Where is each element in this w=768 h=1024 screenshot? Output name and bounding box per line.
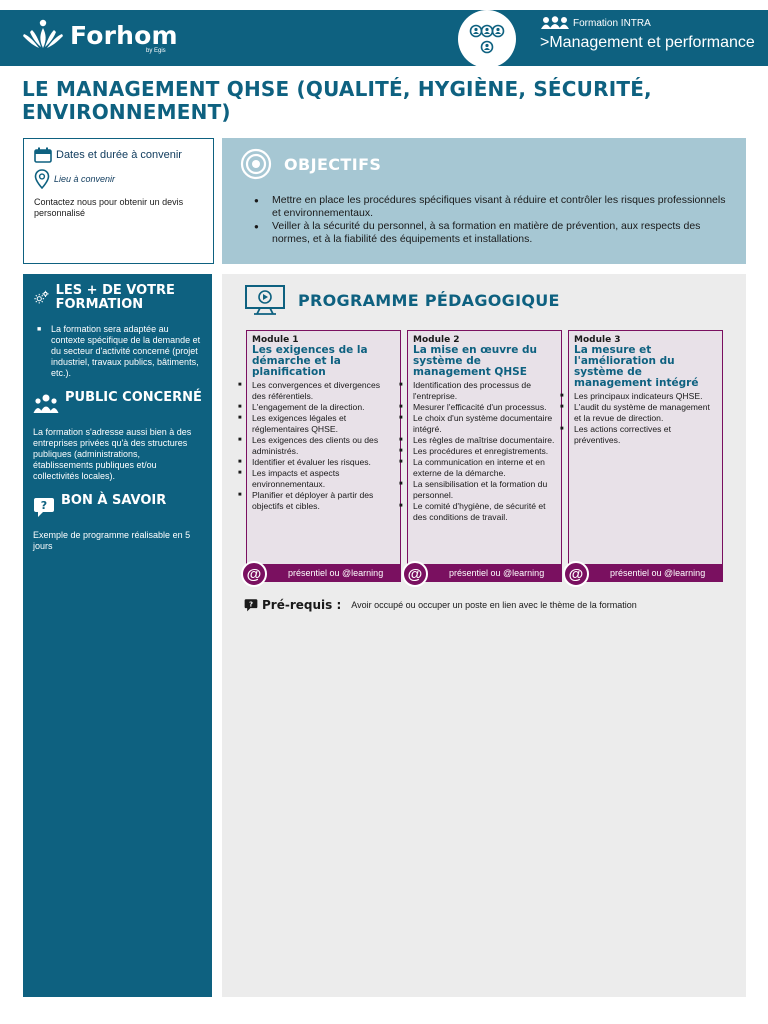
header-bar [0, 10, 768, 66]
module-list [413, 380, 556, 523]
category-label: >Management et performance [540, 34, 755, 51]
objectifs-section [222, 138, 746, 264]
brand-sub: by Egis [146, 48, 166, 54]
info-box [23, 138, 214, 264]
plus-title: LES + DE VOTRE FORMATION [55, 283, 175, 312]
people-icon [540, 16, 570, 30]
target-icon [240, 148, 272, 180]
plus-section [33, 284, 202, 379]
intra-badge [458, 10, 516, 68]
module-title: La mise en œuvre du système de management QHSE [413, 344, 538, 378]
video-screen-icon [244, 284, 286, 316]
prerequisites-label: Pré-requis : [262, 598, 342, 612]
module-item: ■ Les règles de maîtrise documentaire. [413, 435, 556, 446]
contact-text: Contactez nous pour obtenir un devis personnalisé [34, 197, 184, 218]
module-card-2 [407, 330, 562, 582]
forhom-logo-icon [22, 18, 64, 52]
module-item: ■ Les convergences et divergences des référentiels. [252, 380, 395, 402]
objectifs-title: OBJECTIFS [284, 154, 382, 174]
module-title: Les exigences de la démarche et la planification [252, 344, 368, 378]
brand-name: Forhom [70, 20, 178, 50]
modules-row [246, 330, 722, 582]
public-title: PUBLIC CONCERNÉ [65, 390, 202, 405]
brand-logo[interactable] [22, 18, 178, 52]
calendar-icon [34, 147, 52, 163]
at-sign-icon: @ [563, 561, 589, 587]
objectif-item: ● Mettre en place les procédures spécifiques visant à réduire et contrôler les risques professionnels et environnementaux. [254, 194, 728, 220]
module-item: ■ Les impacts et aspects environnementaux. [252, 468, 395, 490]
module-number: Module 2 [413, 335, 460, 345]
module-title: La mesure et l'amélioration du système de management intégré [574, 344, 699, 389]
bon-title: BON À SAVOIR [61, 493, 167, 508]
module-item: ■ L'engagement de la direction. [252, 402, 395, 413]
page-title: LE MANAGEMENT QHSE (QUALITÉ, HYGIÈNE, SÉCURITÉ, ENVIRONNEMENT) [22, 77, 652, 124]
module-item: ■ Mesurer l'efficacité d'un processus. [413, 402, 556, 413]
formation-type-label: Formation INTRA [573, 17, 651, 29]
dates-label: Dates et durée à convenir [56, 149, 182, 161]
formation-type [540, 16, 651, 30]
module-item: ■ Les procédures et enregistrements. [413, 446, 556, 457]
module-card-1 [246, 330, 401, 582]
module-number: Module 3 [574, 335, 621, 345]
module-item: ■ La sensibilisation et la formation du personnel. [413, 479, 556, 501]
module-list [574, 391, 717, 446]
module-item: ■ Les actions correctives et préventives. [574, 424, 717, 446]
at-sign-icon: @ [402, 561, 428, 587]
svg-text:?: ? [40, 499, 48, 512]
lieu-row [34, 169, 203, 189]
prerequisites-row [244, 598, 637, 612]
module-item: ■ Le comité d'hygiène, de sécurité et des conditions de travail. [413, 501, 556, 523]
module-mode: présentiel ou @learning [407, 564, 562, 582]
bon-section [33, 494, 202, 552]
group-people-icon [467, 19, 507, 59]
module-mode: présentiel ou @learning [568, 564, 723, 582]
programme-title: PROGRAMME PÉDAGOGIQUE [298, 290, 560, 310]
prerequisites-text: Avoir occupé ou occuper un poste en lien avec le thème de la formation [351, 600, 637, 610]
objectif-item: ● Veiller à la sécurité du personnel, à sa formation en matière de prévention, aux respects des normes, et à la fiabilité des équipements et installations. [254, 220, 728, 246]
programme-section [222, 274, 746, 997]
module-list [252, 380, 395, 512]
module-item: ■ Planifier et déployer à partir des objectifs et cibles. [252, 490, 395, 512]
public-text: La formation s'adresse aussi bien à des entreprises privées qu'à des structures publiques (administrations, établissements publiques et/ou collectivités locales). [33, 427, 192, 481]
plus-item: ■ La formation sera adaptée au contexte spécifique de la demande et du secteur d'activité concerné (projet industriel, travaux publics, bâtiments, etc.). [37, 324, 202, 379]
public-people-icon [33, 393, 59, 415]
module-item: ■ Identification des processus de l'entreprise. [413, 380, 556, 402]
objectifs-list [240, 194, 728, 246]
module-item: ■ Les exigences légales et réglementaires QHSE. [252, 413, 395, 435]
dates-row [34, 147, 203, 163]
module-item: ■ Les exigences des clients ou des administrés. [252, 435, 395, 457]
module-item: ■ L'audit du système de management et la revue de direction. [574, 402, 717, 424]
gears-icon [33, 286, 50, 310]
module-item: ■ Identifier et évaluer les risques. [252, 457, 395, 468]
question-bubble-icon [244, 598, 258, 612]
location-pin-icon [34, 169, 50, 189]
lieu-label: Lieu à convenir [54, 174, 116, 184]
module-mode: présentiel ou @learning [246, 564, 401, 582]
bon-text: Exemple de programme réalisable en 5 jours [33, 530, 191, 551]
module-item: ■ Le choix d'un système documentaire intégré. [413, 413, 556, 435]
question-bubble-icon [33, 496, 55, 518]
module-number: Module 1 [252, 335, 299, 345]
module-card-3 [568, 330, 723, 582]
svg-text:?: ? [248, 600, 254, 609]
public-section [33, 391, 202, 482]
module-item: ■ Les principaux indicateurs QHSE. [574, 391, 717, 402]
left-sidebar [23, 274, 212, 997]
plus-list [33, 324, 202, 379]
module-item: ■ La communication en interne et en externe de la démarche. [413, 457, 556, 479]
at-sign-icon: @ [241, 561, 267, 587]
